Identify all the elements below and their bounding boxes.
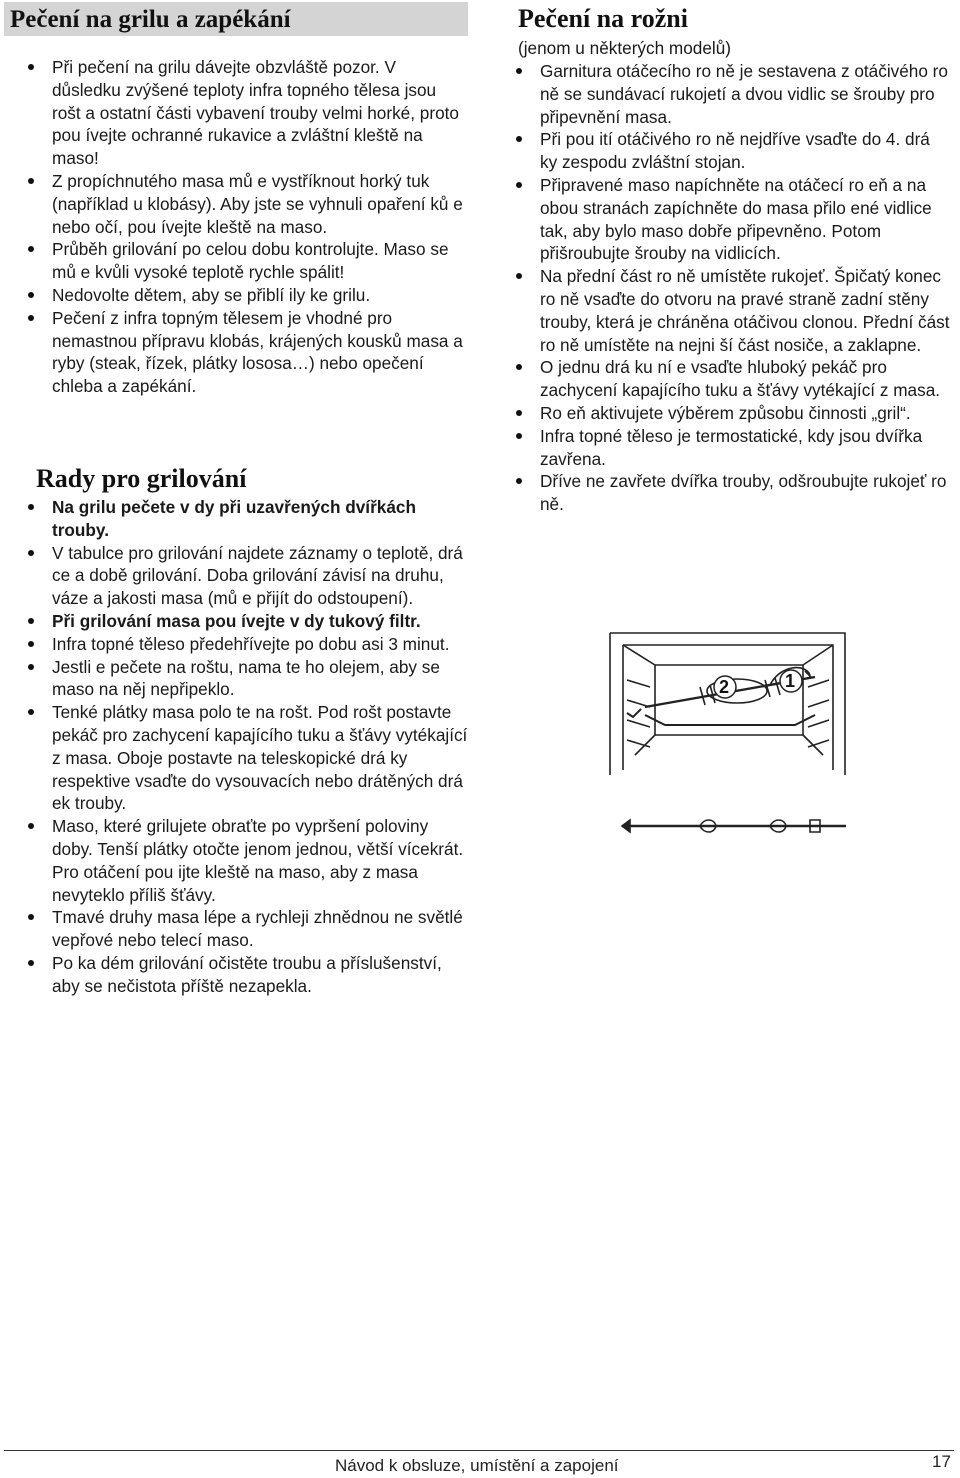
figure-label-1: 1	[785, 671, 796, 691]
page-number: 17	[932, 1452, 951, 1471]
page-footer	[0, 1450, 960, 1478]
list-item: Garnitura otáčecího ro ně je sestavena z otáčivého ro ně se sundávací rukojetí a dvou vidlic se šrouby pro připevnění masa.	[512, 60, 950, 128]
section-title-grill: Pečení na grilu a zapékání	[10, 6, 291, 33]
list-item: Při pou ití otáčivého ro ně nejdříve vsaďte do 4. drá ky zespodu zvláštní stojan.	[512, 128, 950, 174]
list-item: Při pečení na grilu dávejte obzvláště pozor. V důsledku zvýšené teploty infra topného tělesa jsou rošt a ostatní části vybavení trouby velmi horké, proto pou ívejte ochranné rukavice a zvláštní kleště na maso!	[24, 56, 464, 170]
list-item: Na přední část ro ně umístěte rukojeť. Špičatý konec ro ně vsaďte do otvoru na pravé straně zadní stěny trouby, která je chráněna otáčivou clonou. Přední část ro ně umístěte na nejni ší část nosiče, a zaklapne.	[512, 265, 950, 356]
grill-safety-list	[24, 56, 464, 398]
spit-rod-illustration	[620, 810, 850, 840]
section-title-tips: Rady pro grilování	[36, 464, 247, 493]
footer-divider	[4, 1450, 954, 1451]
list-item: Jestli e pečete na roštu, nama te ho olejem, aby se maso na něj nepřipeklo.	[24, 656, 470, 702]
section-banner	[4, 2, 468, 36]
rotisserie-list	[512, 60, 950, 516]
list-item: Při grilování masa pou ívejte v dy tukový filtr.	[24, 610, 470, 633]
figure-label-2: 2	[719, 677, 730, 697]
list-item: Tmavé druhy masa lépe a rychleji zhnědnou ne světlé vepřové nebo telecí maso.	[24, 906, 470, 952]
list-item: Maso, které grilujete obraťte po vypršení poloviny doby. Tenší plátky otočte jenom jednou, větší vícekrát. Pro otáčení pou ijte kleště na maso, aby z masa nevyteklo příliš šťávy.	[24, 815, 470, 906]
list-item: Průběh grilování po celou dobu kontrolujte. Maso se mů e kvůli vysoké teplotě rychle spálit!	[24, 238, 464, 284]
section-title-rotisserie: Pečení na rožni	[518, 4, 688, 33]
list-item: Po ka dém grilování očistěte troubu a příslušenství, aby se nečistota příště nezapekla.	[24, 952, 470, 998]
list-item: V tabulce pro grilování najdete záznamy o teplotě, drá ce a době grilování. Doba grilování závisí na druhu, váze a jakosti masa (mů e přijít do odstoupení).	[24, 542, 470, 610]
list-item: Připravené maso napíchněte na otáčecí ro eň a na obou stranách zapíchněte do masa přilo ené vidlice tak, aby bylo maso dobře připevněno. Potom přišroubujte šrouby na vidlicích.	[512, 174, 950, 265]
grill-tips-list	[24, 496, 470, 998]
list-item: Ro eň aktivujete výběrem způsobu činnosti „gril“.	[512, 402, 950, 425]
list-item: Infra topné těleso předehřívejte po dobu asi 3 minut.	[24, 633, 470, 656]
list-item: Tenké plátky masa polo te na rošt. Pod rošt postavte pekáč pro zachycení kapajícího tuku a šťávy vytékající z masa. Oboje postavte na teleskopické drá ky respektive vsaďte do vysouvacích nebo drátěných drá ek trouby.	[24, 701, 470, 815]
models-note: (jenom u některých modelů)	[518, 38, 732, 58]
list-item: Nedovolte dětem, aby se přiblí ily ke grilu.	[24, 284, 464, 307]
footer-title: Návod k obsluze, umístění a zapojení	[335, 1456, 619, 1475]
list-item: Z propíchnutého masa mů e vystříknout horký tuk (například u klobásy). Aby jste se vyhnuli opaření ků e nebo očí, pou ívejte kleště na maso.	[24, 170, 464, 238]
list-item: O jednu drá ku ní e vsaďte hluboký pekáč pro zachycení kapajícího tuku a šťávy vytékající z masa.	[512, 356, 950, 402]
list-item: Na grilu pečete v dy při uzavřených dvířkách trouby.	[24, 496, 470, 542]
list-item: Infra topné těleso je termostatické, kdy jsou dvířka zavřena.	[512, 425, 950, 471]
list-item: Dříve ne zavřete dvířka trouby, odšroubujte rukojeť ro ně.	[512, 470, 950, 516]
list-item: Pečení z infra topným tělesem je vhodné pro nemastnou přípravu klobás, krájených kousků masa a ryby (steak, řízek, plátky lososa…) nebo opečení chleba a zapékání.	[24, 307, 464, 398]
